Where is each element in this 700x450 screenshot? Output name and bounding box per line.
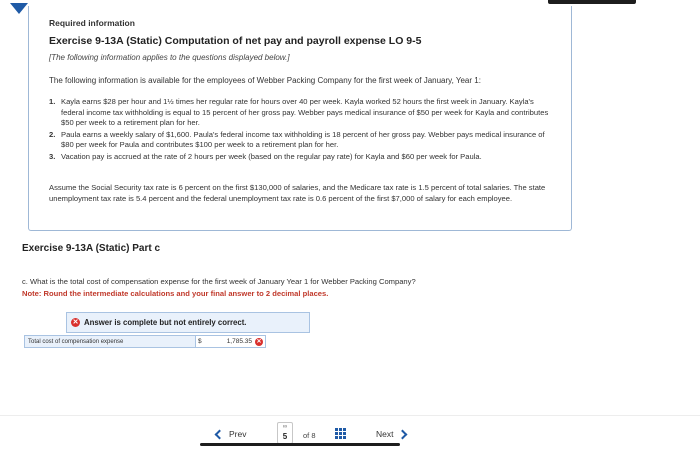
link-icon: ∞ <box>282 424 288 430</box>
question-grid-icon[interactable] <box>335 428 346 439</box>
error-x-icon: ✕ <box>72 319 79 326</box>
rounding-note: Note: Round the intermediate calculations and your final answer to 2 decimal places. <box>22 289 329 298</box>
applies-note: [The following information applies to the questions displayed below.] <box>49 53 290 62</box>
page-total: of 8 <box>303 431 316 440</box>
required-information-label: Required information <box>49 18 135 28</box>
current-page-box[interactable] <box>277 422 293 444</box>
top-status-bar <box>548 0 636 4</box>
list-item: 3. Vacation pay is accrued at the rate of 2 hours per week (based on the regular pay rate) for Kayla and $60 per week for Paula. <box>49 151 482 161</box>
incorrect-x-icon: ✕ <box>256 338 262 345</box>
answer-row-label: Total cost of compensation expense <box>25 336 195 347</box>
collapse-chevron-icon[interactable] <box>10 3 28 14</box>
question-text: c. What is the total cost of compensation expense for the first week of January Year 1 for Webber Packing Company? <box>22 277 416 286</box>
answer-status-text: Answer is complete but not entirely correct. <box>84 318 247 327</box>
chevron-right-icon <box>398 429 408 439</box>
part-title: Exercise 9-13A (Static) Part c <box>22 243 161 254</box>
exercise-title: Exercise 9-13A (Static) Computation of net pay and payroll expense LO 9-5 <box>49 35 422 47</box>
list-item: 2. Paula earns a weekly salary of $1,600. Paula's federal income tax withholding is 18 percent of her gross pay. Webber pays medical insurance of $80 per week for Paula and contributes $100 per week to a retirement plan for her. <box>49 129 545 149</box>
answer-status-banner <box>66 312 310 333</box>
compensation-expense-input[interactable] <box>195 336 265 347</box>
answer-table-row <box>24 335 266 348</box>
list-item: 1. Kayla earns $28 per hour and 1½ times her regular rate for hours over 40 per week. Kayla worked 52 hours the first week in January. Kayla's federal income tax withholding is equal to 15 percent of her gross pay. Webber pays medical insurance of $50 per week for Kayla and contributes $50 per week to a retirement plan for her. <box>49 97 549 127</box>
next-button[interactable] <box>376 429 406 439</box>
intro-text: The following information is available for the employees of Webber Packing Company for the first week of January, Year 1: <box>49 76 481 85</box>
answer-value: 1,785.35 <box>226 338 252 345</box>
footer-divider <box>0 415 700 416</box>
employee-info-list <box>49 97 554 163</box>
prev-label: Prev <box>229 429 247 439</box>
chevron-left-icon <box>215 429 225 439</box>
current-page-number: 5 <box>282 432 288 441</box>
required-information-card <box>28 6 572 231</box>
prev-button[interactable] <box>216 429 246 439</box>
currency-symbol: $ <box>198 338 202 345</box>
next-label: Next <box>376 429 394 439</box>
home-indicator-bar <box>200 443 400 446</box>
assumption-text: Assume the Social Security tax rate is 6 percent on the first $130,000 of salaries, and the Medicare tax rate is 1.5 percent of total salaries. The state unemployment tax rate is 5.4 percent and the federal unemployment tax rate is 0.6 percent of the first $7,000 of salary for each employee. <box>49 183 546 203</box>
